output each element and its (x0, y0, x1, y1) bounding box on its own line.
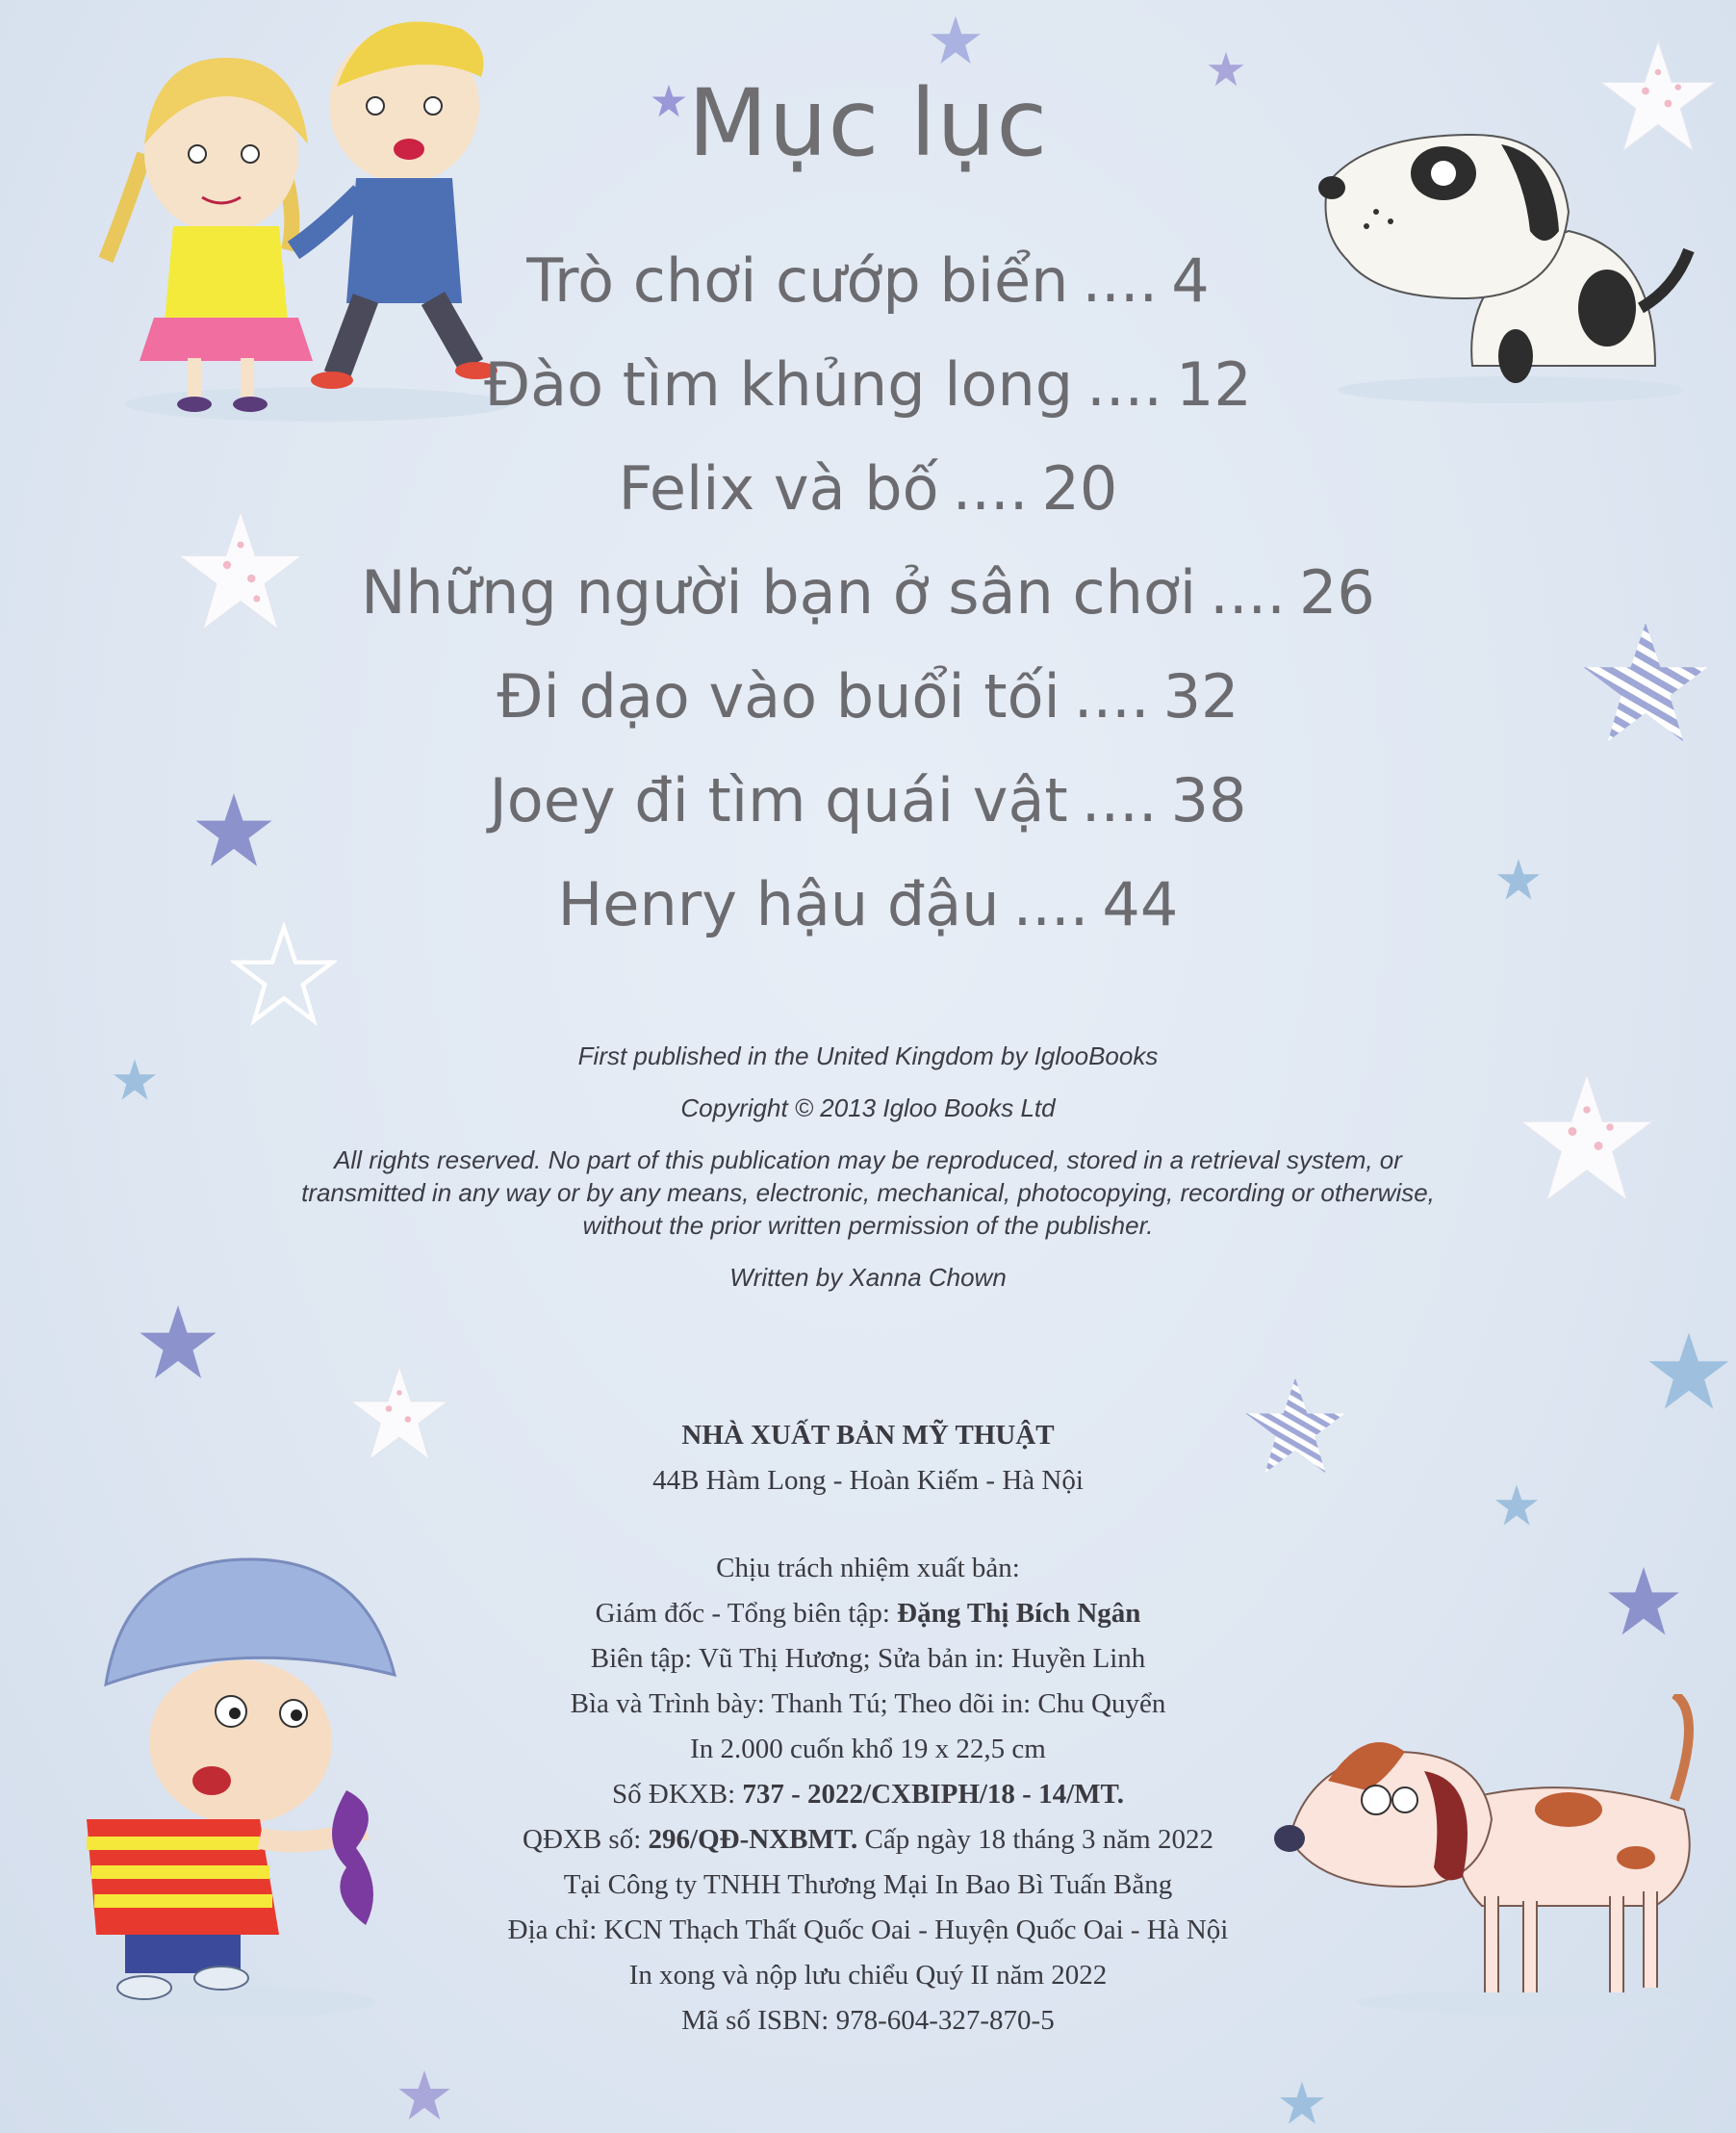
printer-line: Tại Công ty TNHH Thương Mại In Bao Bì Tuấn Bằng (563, 1869, 1173, 1900)
toc-entry-dots: .... (1082, 245, 1159, 316)
toc-entry (0, 645, 1736, 749)
toc-entry-dots: .... (1086, 349, 1162, 420)
toc-entry-page: 12 (1175, 349, 1252, 420)
toc-entry (0, 437, 1736, 541)
toc-entry (0, 229, 1736, 333)
spacer (289, 1503, 1447, 1546)
dkxb-line (289, 1772, 1447, 1817)
copyright-note: Copyright © 2013 Igloo Books Ltd (680, 1093, 1056, 1122)
star-icon (1646, 1328, 1732, 1415)
printer-address-line: Địa chỉ: KCN Thạch Thất Quốc Oai - Huyện Quốc Oai - Hà Nội (507, 1915, 1229, 1945)
rights-notice: All rights reserved. No part of this publication may be reproduced, stored in a retrieval system, or transmitted in any way or by any means, electronic, mechanical, photocopying, recording or otherwise, without the prior written permission of the publisher. (301, 1145, 1435, 1240)
editor-line: Biên tập: Vũ Thị Hương; Sửa bản in: Huyền Linh (590, 1643, 1146, 1674)
qdxb-value: 296/QĐ-NXBMT. (648, 1824, 858, 1855)
director-line (289, 1591, 1447, 1636)
publisher-address: 44B Hàm Long - Hoàn Kiếm - Hà Nội (652, 1465, 1084, 1496)
toc-entry-page: 20 (1041, 453, 1118, 524)
toc-entry-page: 44 (1102, 869, 1179, 939)
star-icon (1515, 1066, 1659, 1211)
star-icon (112, 1057, 158, 1103)
author-credit: Written by Xanna Chown (729, 1263, 1007, 1292)
qdxb-date: Cấp ngày 18 tháng 3 năm 2022 (857, 1824, 1213, 1855)
deposit-line: In xong và nộp lưu chiểu Quý II năm 2022 (628, 1960, 1108, 1991)
star-icon (137, 1301, 219, 1384)
dkxb-value: 737 - 2022/CXBIPH/18 - 14/MT. (742, 1779, 1124, 1810)
first-published-note: First published in the United Kingdom by IglooBooks (577, 1041, 1159, 1070)
star-icon (1493, 1482, 1540, 1529)
toc-entry (0, 333, 1736, 437)
star-icon (929, 13, 983, 67)
dkxb-label: Số ĐKXB: (612, 1779, 743, 1810)
toc-entry (0, 749, 1736, 853)
toc-entry-title: Felix và bố (618, 453, 939, 524)
director-name: Đặng Thị Bích Ngân (897, 1598, 1141, 1629)
toc-entry-dots: .... (1081, 765, 1158, 835)
toc-title: Mục lục (687, 69, 1049, 177)
layout-line: Bìa và Trình bày: Thanh Tú; Theo dõi in: Chu Quyển (570, 1688, 1166, 1719)
toc-entry-dots: .... (1012, 869, 1089, 939)
toc-entry-title: Đi dạo vào buổi tối (497, 661, 1060, 732)
isbn-line: Mã số ISBN: 978-604-327-870-5 (681, 2005, 1055, 2036)
toc-entry-page: 26 (1298, 557, 1375, 628)
toc-entry-title: Trò chơi cướp biển (526, 245, 1069, 316)
toc-entry-page: 38 (1170, 765, 1247, 835)
qdxb-label: QĐXB số: (523, 1824, 649, 1855)
star-icon (1278, 2079, 1326, 2127)
publisher-name: NHÀ XUẤT BẢN MỸ THUẬT (681, 1420, 1055, 1451)
copyright-block (289, 1040, 1447, 1313)
toc-entry-dots: .... (1210, 557, 1286, 628)
responsible-heading: Chịu trách nhiệm xuất bản: (716, 1553, 1020, 1583)
toc-entry-title: Joey đi tìm quái vật (489, 765, 1068, 835)
toc-entry-dots: .... (952, 453, 1029, 524)
qdxb-line (289, 1817, 1447, 1863)
print-run-line: In 2.000 cuốn khổ 19 x 22,5 cm (690, 1734, 1046, 1764)
toc-entry-page: 4 (1171, 245, 1210, 316)
toc-entry (0, 541, 1736, 645)
toc-entry-title: Đào tìm khủng long (484, 349, 1074, 420)
publisher-imprint (289, 1413, 1447, 2043)
director-label: Giám đốc - Tổng biên tập: (595, 1598, 898, 1629)
toc-list (0, 229, 1736, 957)
toc-entry-title: Henry hậu đậu (557, 869, 1000, 939)
toc-entry-page: 32 (1162, 661, 1239, 732)
toc-entry-title: Những người bạn ở sân chơi (361, 557, 1197, 628)
toc-entry-dots: .... (1073, 661, 1150, 732)
toc-entry (0, 853, 1736, 957)
star-icon (1605, 1563, 1682, 1640)
star-icon (396, 2068, 452, 2123)
